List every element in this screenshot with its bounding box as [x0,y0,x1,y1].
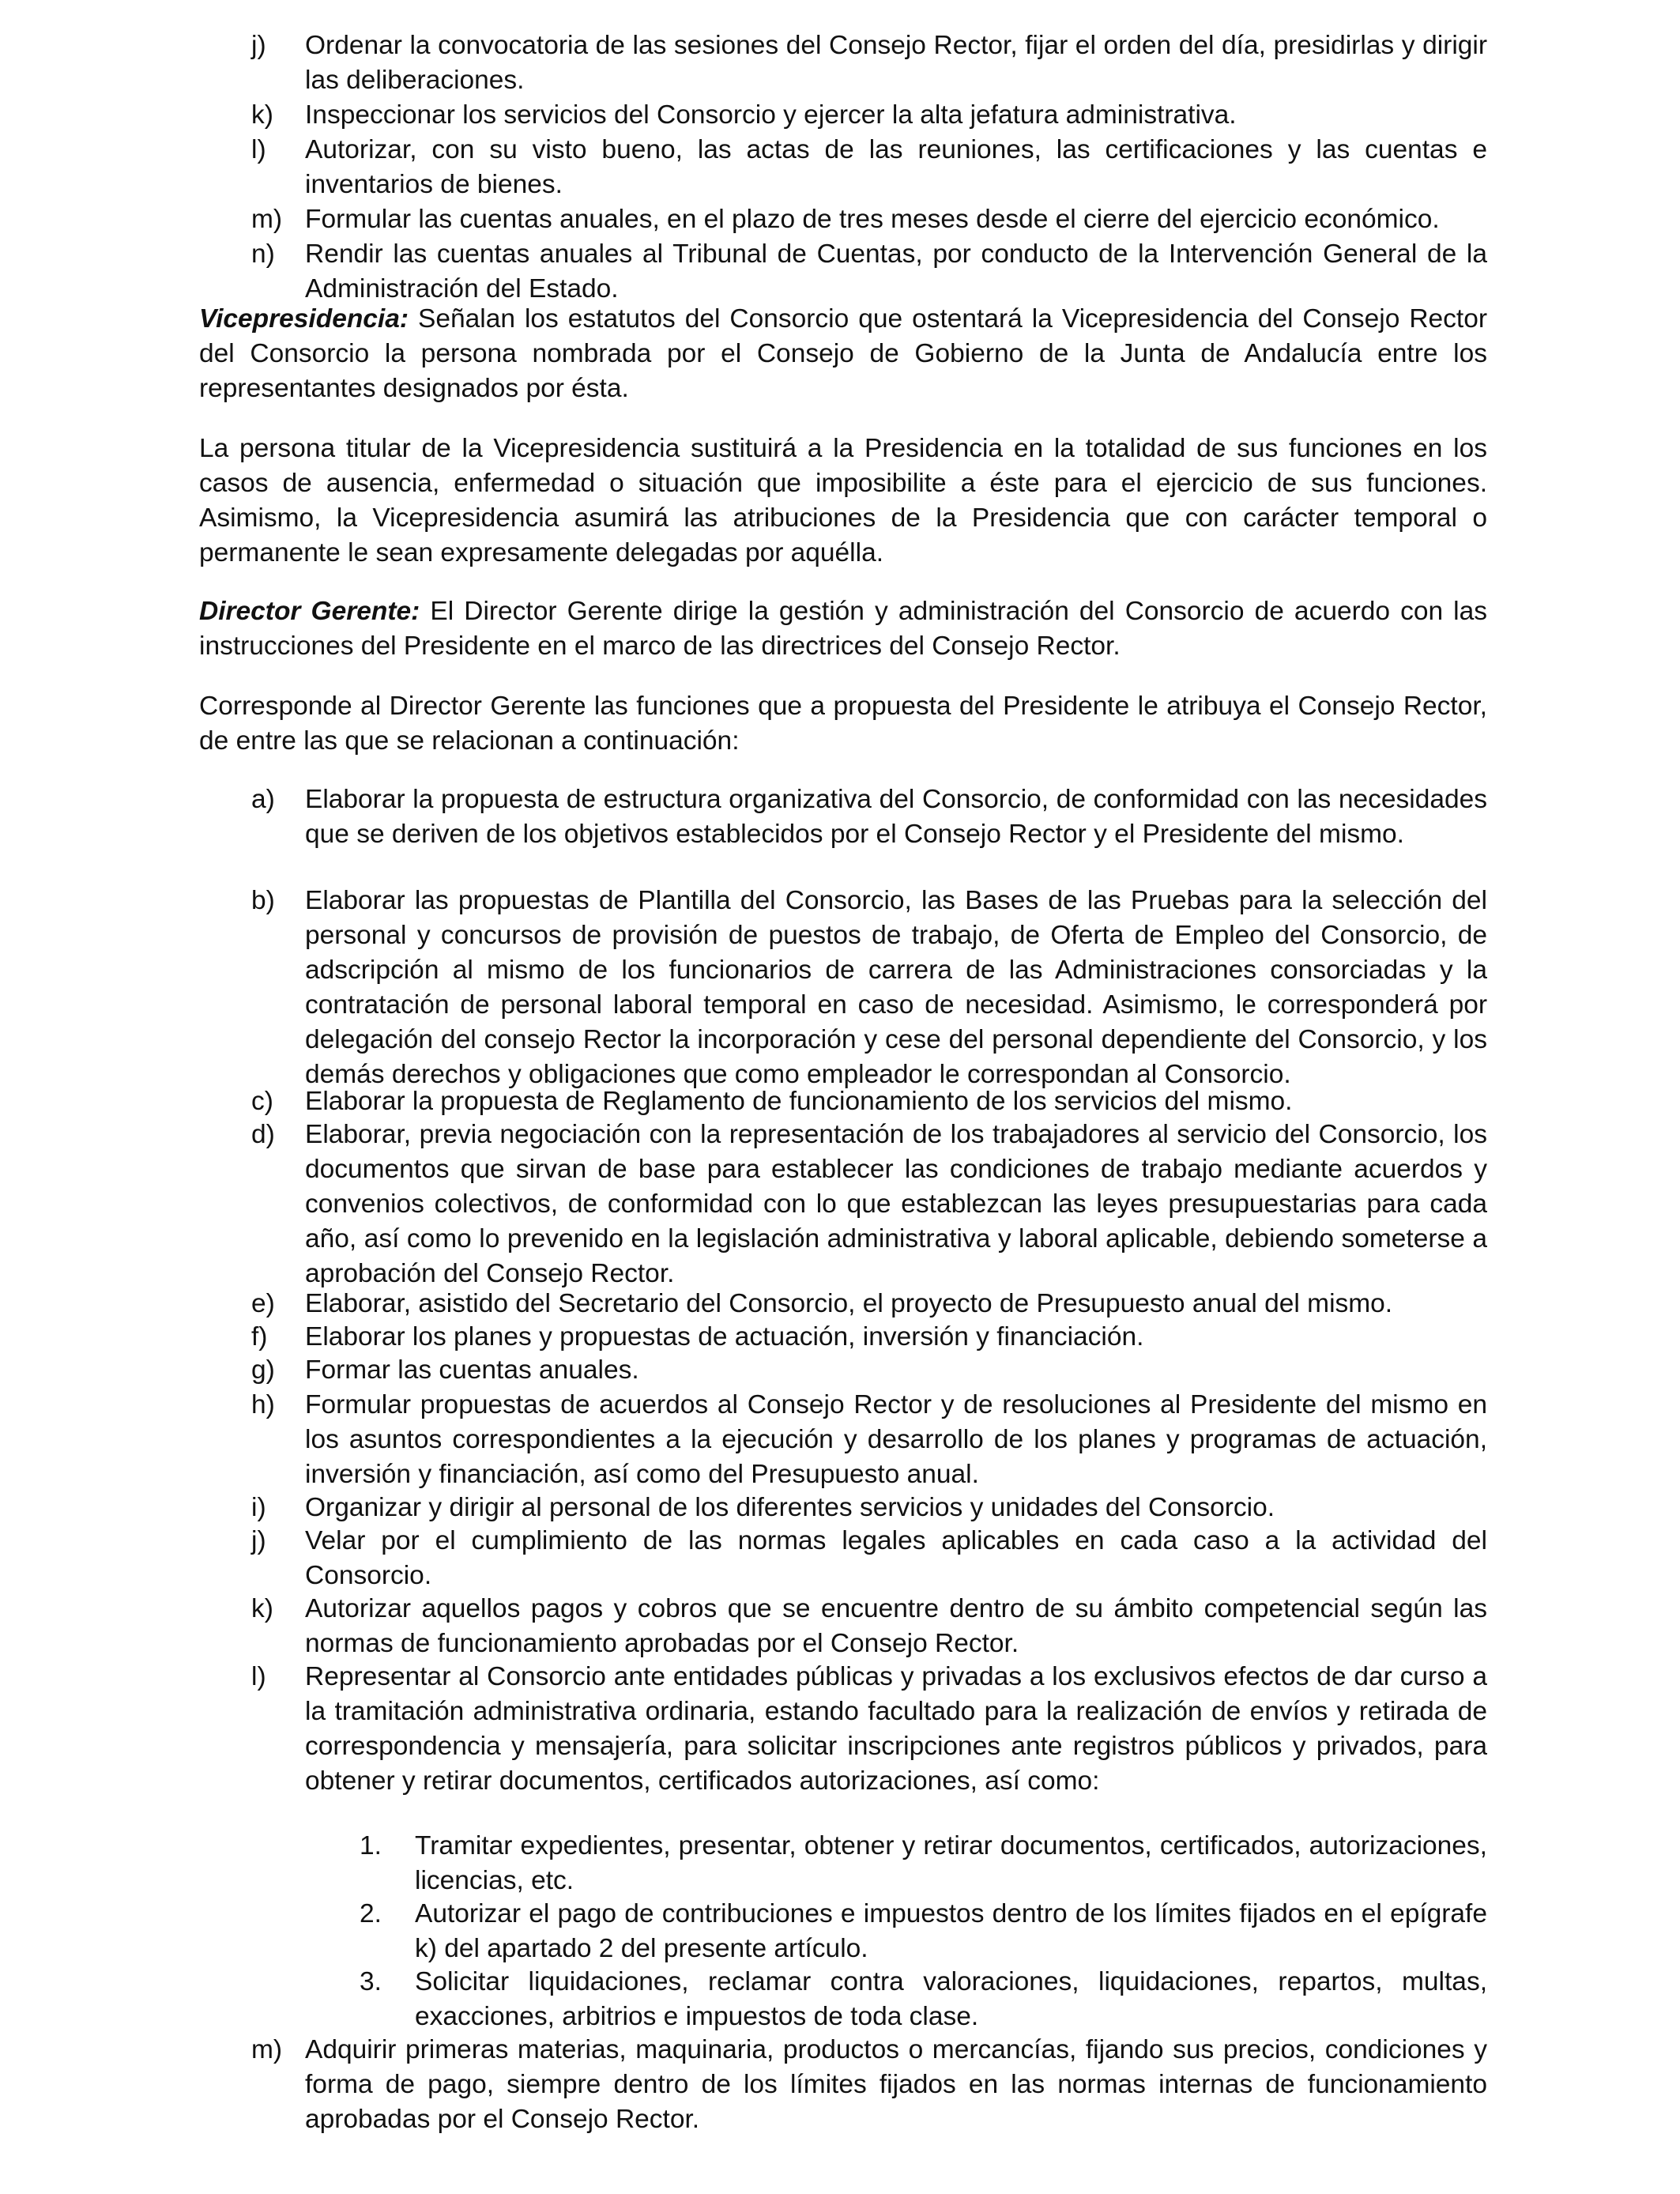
sublist-text: Autorizar el pago de contribuciones e impuestos dentro de los límites fijados en el epígrafe k) del apartado 2 del presente artículo. [415,1899,1487,1963]
list-item [251,28,1487,98]
list-text: Elaborar los planes y propuestas de actuación, inversión y financiación. [305,1322,1144,1351]
list-text: Elaborar las propuestas de Plantilla del Consorcio, las Bases de las Pruebas para la selección del personal y concursos de provisión de puestos de trabajo, de Oferta de Empleo del Consorcio, de adscripción al mismo de los funcionarios de carrera de las Administraciones consorciadas y la contratación de personal laboral temporal en caso de necesidad. Asimismo, le corresponderá por delegación del consejo Rector la incorporación y cese del personal dependiente del Consorcio, y los demás derechos y obligaciones que como empleador le correspondan al Consorcio. [305,886,1487,1089]
list-text: Elaborar la propuesta de Reglamento de funcionamiento de los servicios del mismo. [305,1087,1293,1116]
list-label: m) [251,2035,283,2064]
list-label: m) [251,205,283,234]
list-text: Elaborar la propuesta de estructura organizativa del Consorcio, de conformidad con las necesidades que se deriven de los objetivos establecidos por el Consejo Rector y el Presidente del mismo. [305,785,1487,849]
list-item [251,1353,1487,1388]
sublist-text: Tramitar expedientes, presentar, obtener y retirar documentos, certificados, autorizaciones, licencias, etc. [415,1831,1487,1895]
section-heading: Director Gerente: [199,597,420,626]
list-label: k) [251,100,273,130]
list-label: d) [251,1120,275,1149]
list-label: h) [251,1390,275,1419]
list-text: Formar las cuentas anuales. [305,1355,639,1385]
list-item [251,884,1487,1092]
list-item [251,1118,1487,1291]
list-item [251,237,1487,307]
list-item [251,1592,1487,1661]
list-label: n) [251,239,275,269]
list-text: Velar por el cumplimiento de las normas legales aplicables en cada caso a la actividad del Consorcio. [305,1526,1487,1590]
list-text: Autorizar, con su visto bueno, las actas de las reuniones, las certificaciones y las cuentas e inventarios de bienes. [305,135,1487,199]
list-text: Elaborar, asistido del Secretario del Consorcio, el proyecto de Presupuesto anual del mismo. [305,1289,1393,1318]
list-item [251,1084,1487,1119]
list-text: Adquirir primeras materias, maquinaria, productos o mercancías, fijando sus precios, condiciones y forma de pago, siempre dentro de los límites fijados en las normas internas de funcionamiento aprobadas por el Consejo Rector. [305,2035,1487,2134]
list-label: f) [251,1322,268,1351]
sublist-item [360,1965,1487,2034]
list-item [251,1660,1487,1799]
list-item [251,202,1487,237]
list-label: a) [251,785,275,814]
paragraph-text: El Director Gerente dirige la gestión y administración del Consorcio de acuerdo con las instrucciones del Presidente en el marco de las directrices del Consejo Rector. [199,597,1487,661]
list-item [251,1524,1487,1593]
list-label: i) [251,1493,266,1522]
paragraph-text: Señalan los estatutos del Consorcio que ostentará la Vicepresidencia del Consejo Rector del Consorcio la persona nombrada por el Consejo de Gobierno de la Junta de Andalucía entre los representantes designados por ésta. [199,304,1487,403]
list-item [251,782,1487,852]
list-text: Autorizar aquellos pagos y cobros que se encuentre dentro de su ámbito competencial según las normas de funcionamiento aprobadas por el Consejo Rector. [305,1594,1487,1658]
director-paragraph [199,594,1487,664]
list-text: Inspeccionar los servicios del Consorcio y ejercer la alta jefatura administrativa. [305,100,1237,130]
list-item [251,1287,1487,1321]
list-label: g) [251,1355,275,1385]
paragraph: La persona titular de la Vicepresidencia sustituirá a la Presidencia en la totalidad de sus funciones en los casos de ausencia, enfermedad o situación que imposibilite a éste para el ejercicio de sus funciones. Asimismo, la Vicepresidencia asumirá las atribuciones de la Presidencia que con carácter temporal o permanente le sean expresamente delegadas por aquélla. [199,434,1487,567]
list-item [251,2033,1487,2137]
list-text: Organizar y dirigir al personal de los diferentes servicios y unidades del Consorcio. [305,1493,1275,1522]
sublist-item [360,1829,1487,1898]
list-item [251,1320,1487,1355]
list-label: j) [251,31,266,60]
list-item [251,133,1487,202]
list-label: k) [251,1594,273,1623]
sublist-label: 3. [360,1967,382,1996]
list-text: Formular propuestas de acuerdos al Consejo Rector y de resoluciones al Presidente del mismo en los asuntos correspondientes a la ejecución y desarrollo de los planes y programas de actuación, inversión y financiación, así como del Presupuesto anual. [305,1390,1487,1489]
list-label: j) [251,1526,266,1555]
list-label: l) [251,1662,266,1691]
list-text: Representar al Consorcio ante entidades públicas y privadas a los exclusivos efectos de dar curso a la tramitación administrativa ordinaria, estando facultado para la realización de envíos y retirada de correspondencia y mensajería, para solicitar inscripciones ante registros públicos y privados, para obtener y retirar documentos, certificados autorizaciones, así como: [305,1662,1487,1796]
list-label: l) [251,135,266,164]
list-label: b) [251,886,275,915]
sublist-label: 2. [360,1899,382,1928]
list-item [251,1388,1487,1492]
sublist-text: Solicitar liquidaciones, reclamar contra valoraciones, liquidaciones, repartos, multas, exacciones, arbitrios e impuestos de toda clase. [415,1967,1487,2031]
paragraph: Corresponde al Director Gerente las funciones que a propuesta del Presidente le atribuya el Consejo Rector, de entre las que se relacionan a continuación: [199,692,1487,756]
list-label: c) [251,1087,273,1116]
list-text: Ordenar la convocatoria de las sesiones del Consejo Rector, fijar el orden del día, presidirlas y dirigir las deliberaciones. [305,31,1487,95]
list-text: Elaborar, previa negociación con la representación de los trabajadores al servicio del Consorcio, los documentos que sirvan de base para establecer las condiciones de trabajo mediante acuerdos y convenios colectivos, de conformidad con lo que establezcan las leyes presupuestarias para cada año, así como lo prevenido en la legislación administrativa y laboral aplicable, debiendo someterse a aprobación del Consejo Rector. [305,1120,1487,1288]
sublist-label: 1. [360,1831,382,1860]
sublist-item [360,1897,1487,1966]
section-heading: Vicepresidencia: [199,304,409,334]
list-text: Rendir las cuentas anuales al Tribunal de Cuentas, por conducto de la Intervención General de la Administración del Estado. [305,239,1487,303]
vicepresidencia-paragraph [199,302,1487,406]
list-item [251,1491,1487,1525]
list-label: e) [251,1289,275,1318]
list-item [251,98,1487,133]
list-text: Formular las cuentas anuales, en el plazo de tres meses desde el cierre del ejercicio económico. [305,205,1440,234]
